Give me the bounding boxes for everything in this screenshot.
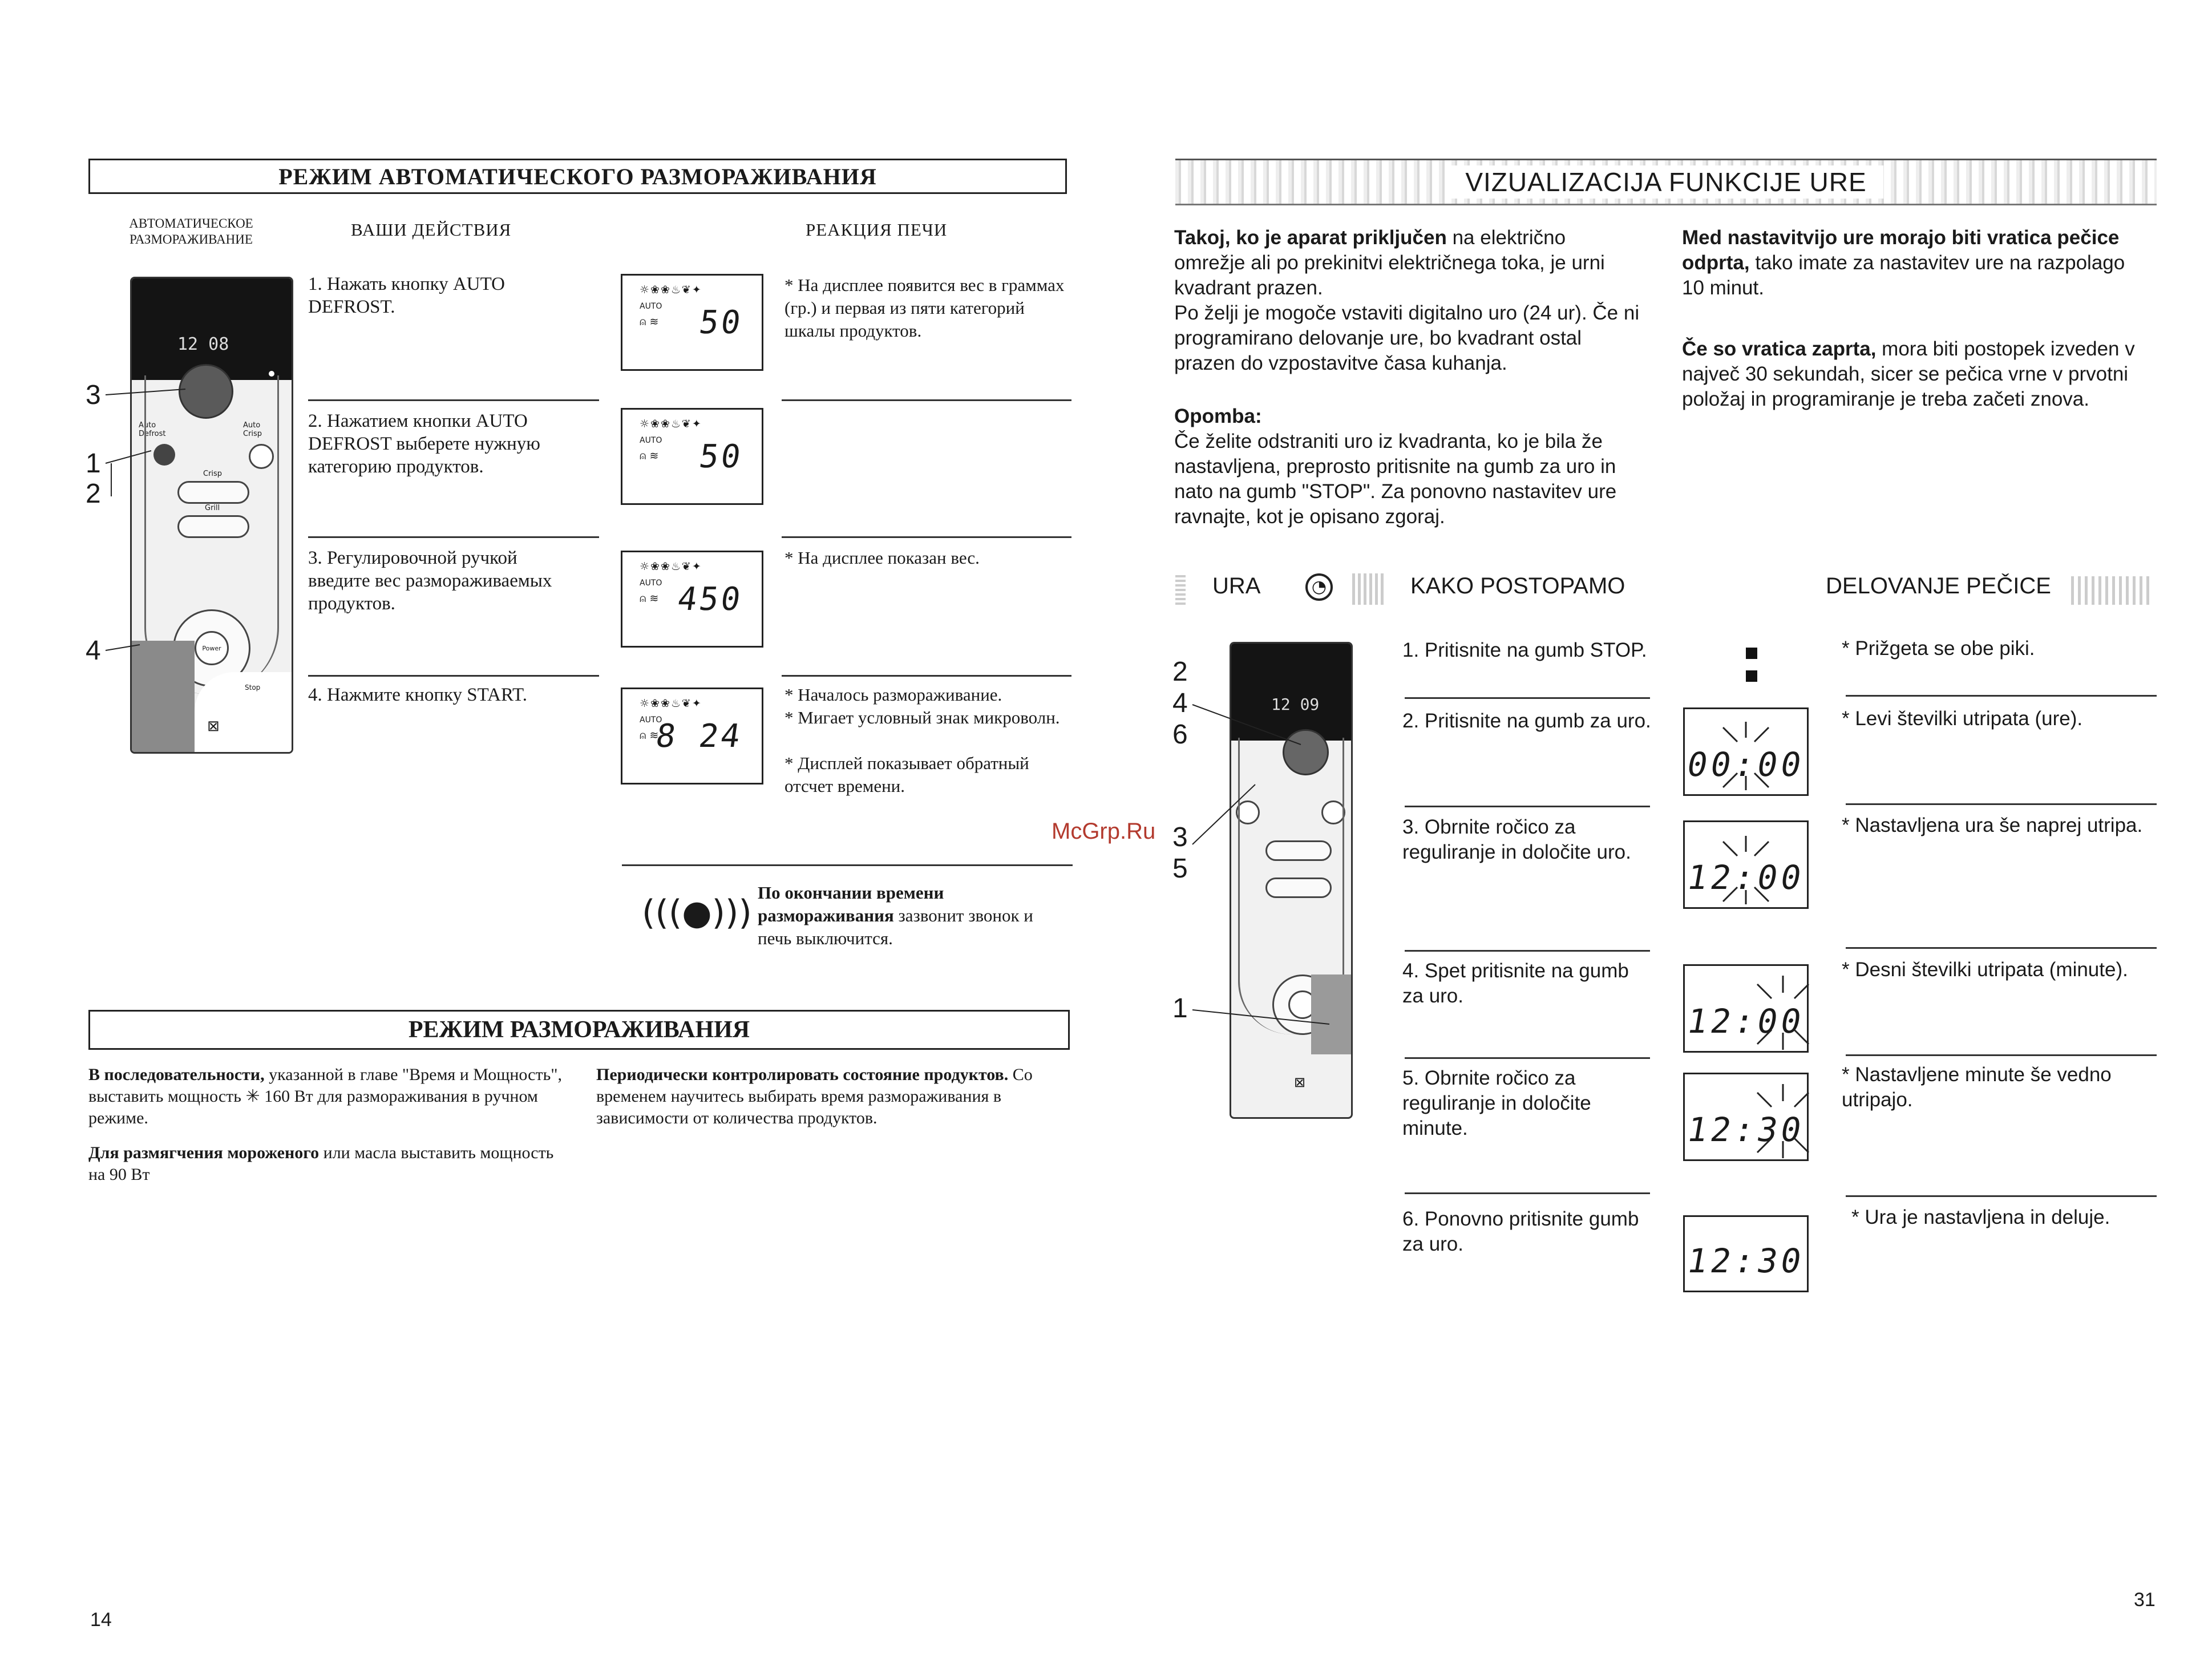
column-label-auto-defrost: АВТОМАТИЧЕСКОЕ РАЗМОРАЖИВАНИЕ	[129, 216, 253, 246]
sl-step-1: 1. Pritisnite na gumb STOP.	[1402, 639, 1647, 661]
divider	[1405, 1057, 1650, 1059]
bell-ring-icon: (((●)))	[642, 893, 752, 933]
divider	[308, 536, 599, 538]
blink-rays-icon	[1740, 970, 1826, 1056]
divider	[782, 399, 1071, 401]
response-4c: * Дисплей показывает обратный отсчет времени.	[784, 753, 1029, 796]
snowflake-icon: ✳	[245, 1087, 260, 1106]
result-1: * Prižgeta se obe piki.	[1842, 637, 2035, 660]
page-number-left: 14	[90, 1609, 112, 1631]
ru-section-title: РЕЖИМ АВТОМАТИЧЕСКОГО РАЗМОРАЖИВАНИЯ	[88, 159, 1067, 194]
watermark: McGrp.Ru	[1052, 819, 1156, 844]
sect-kako: KAKO POSTOPAMO	[1410, 573, 1625, 599]
label-stop: Stop	[245, 684, 261, 692]
divider	[308, 675, 599, 677]
sl-section-title-bar	[1175, 159, 2157, 205]
display-mode-icons: ⍝ ≋	[640, 450, 659, 462]
divider	[1405, 697, 1650, 699]
sl-step-3: 3. Obrnite ročico za reguliranje in določite uro.	[1402, 816, 1631, 863]
door-rest: tako imate za nastavitev ure na razpolago 10 minut.	[1682, 252, 2125, 299]
sect-ura: URA	[1212, 573, 1261, 599]
divider	[622, 864, 1073, 866]
manual-defrost-text	[88, 1064, 568, 1129]
display-step-1	[621, 274, 763, 371]
closed-bold: Če so vratica zaprta,	[1682, 338, 1877, 360]
dot-upper	[1746, 648, 1757, 659]
display-step-3	[621, 551, 763, 648]
divider	[1846, 1195, 2157, 1197]
texture-mark	[1175, 573, 1186, 605]
texture-mark	[1352, 573, 1386, 605]
callout-5: 5	[1172, 854, 1188, 884]
ru-step-1: 1. Нажать кнопку AUTO DEFROST.	[308, 274, 506, 317]
panel-clock: 12 08	[177, 334, 229, 354]
soften-text	[88, 1142, 568, 1186]
label-auto-crisp: Auto Crisp	[243, 421, 262, 438]
divider	[1405, 1192, 1650, 1194]
callout-3: 3	[86, 380, 101, 410]
response-1: * На дисплее появится вес в граммах (гр.) и первая из пяти категорий шкалы продуктов.	[784, 275, 1065, 341]
note-text: Če želite odstraniti uro iz kvadranta, ko je bila že nastavljena, preprosto pritisnite na gumb za uro in nato na gumb "STOP". Za ponovno nastavitev ure ravnajte, kot je opisano zgoraj.	[1174, 430, 1617, 528]
soften-rest: или масла выставить мощность на 90 Вт	[88, 1143, 554, 1184]
door-open-text	[1682, 225, 2150, 301]
ru-section-title-2: РЕЖИМ РАЗМОРАЖИВАНИЯ	[88, 1010, 1070, 1050]
door-closed-text	[1682, 337, 2150, 412]
callout-1: 1	[86, 448, 101, 479]
clock-icon: ◔	[1305, 573, 1333, 601]
divider	[1846, 803, 2157, 805]
display-icons: ☼❀❀♨❦✦	[640, 284, 702, 296]
callout-4: 4	[86, 636, 101, 666]
display-icons: ☼❀❀♨❦✦	[640, 560, 702, 573]
display-icons: ☼❀❀♨❦✦	[640, 418, 702, 430]
divider	[1405, 950, 1650, 952]
page-number-right: 31	[2134, 1589, 2156, 1611]
ru-step-4: 4. Нажмите кнопку START.	[308, 685, 527, 705]
sl-step-4: 4. Spet pritisnite na gumb za uro.	[1402, 960, 1629, 1007]
result-3: * Nastavljena ura še naprej utripa.	[1842, 814, 2143, 836]
sl-section-title: VIZUALIZACIJA FUNKCIJE URE	[1448, 165, 1883, 199]
manual-bold: В последовательности,	[88, 1065, 265, 1084]
display-digits: 50	[696, 304, 745, 341]
divider	[1405, 806, 1650, 807]
divider	[308, 399, 599, 401]
intro-text	[1174, 225, 1642, 376]
callout-4: 4	[1172, 688, 1188, 718]
callout-3: 3	[1172, 822, 1188, 852]
display-digits: 8 24	[653, 718, 745, 755]
display-mode-icons: ⍝ ≋	[640, 316, 659, 328]
ru-step-2: 2. Нажатием кнопки AUTO DEFROST выберете нужную категорию продуктов.	[308, 411, 540, 477]
display-auto-label: AUTO	[640, 579, 662, 588]
clock-digits: 12:30	[1684, 1242, 1808, 1280]
column-label-actions: ВАШИ ДЕЙСТВИЯ	[351, 220, 512, 240]
display-mode-icons: ⍝ ≋	[640, 592, 659, 605]
sl-step-6: 6. Ponovno pritisnite gumb za uro.	[1402, 1208, 1639, 1255]
label-crisp: Crisp	[203, 470, 223, 478]
result-4: * Desni številki utripata (minute).	[1842, 959, 2128, 981]
divider	[1846, 947, 2157, 949]
ru-step-3: 3. Регулировочной ручкой введите вес размораживаемых продуктов.	[308, 548, 552, 614]
divider	[1846, 1054, 2157, 1056]
divider	[782, 675, 1071, 677]
callout-2: 2	[86, 479, 101, 509]
display-step-2	[621, 408, 763, 505]
display-step-4	[621, 688, 763, 785]
door-bold: Med nastavitvijo ure morajo biti vratica pečice odprta,	[1682, 227, 2120, 274]
callout-1: 1	[1172, 993, 1188, 1024]
result-5: * Nastavljene minute še vedno utripajo.	[1842, 1063, 2112, 1111]
stop-icon[interactable]: ⊠	[207, 718, 220, 735]
blink-rays-icon	[1706, 716, 1792, 796]
result-6: * Ura je nastavljena in deluje.	[1851, 1206, 2110, 1228]
clock-display-6	[1683, 1215, 1809, 1292]
result-2: * Levi številki utripata (ure).	[1842, 707, 2083, 730]
callout-6: 6	[1172, 719, 1188, 750]
stop-area	[195, 672, 292, 752]
end-note	[758, 881, 1054, 950]
clock-digits: 12:00	[1684, 1002, 1808, 1041]
note-title: Opomba:	[1174, 405, 1262, 427]
closed-rest: mora biti postopek izveden v največ 30 sekundah, sicer se pečica vrne v prvotni položaj in programiranje je treba začeti znova.	[1682, 338, 2135, 410]
manual-text-a: указанной в главе "Время и Мощность", выставить мощность	[88, 1065, 562, 1106]
callout-lines-right	[1187, 702, 1381, 1044]
divider	[1846, 695, 2157, 697]
divider	[782, 536, 1071, 538]
display-digits: 50	[696, 438, 745, 475]
callout-lines	[100, 365, 214, 662]
periodic-text	[596, 1064, 1053, 1129]
stop-icon[interactable]: ⊠	[1294, 1074, 1306, 1090]
sl-step-2: 2. Pritisnite na gumb za uro.	[1402, 710, 1651, 732]
display-auto-label: AUTO	[640, 715, 662, 725]
end-note-rest: зазвонит звонок и печь выключится.	[758, 905, 1033, 948]
display-icons: ☼❀❀♨❦✦	[640, 697, 702, 710]
blink-rays-icon	[1740, 1078, 1826, 1164]
display-auto-label: AUTO	[640, 302, 662, 311]
display-mode-icons: ⍝ ≋	[640, 729, 659, 742]
periodic-bold: Периодически контролировать состояние продуктов.	[596, 1065, 1009, 1084]
note-block	[1174, 404, 1642, 529]
periodic-rest: Со временем научитесь выбирать время размораживания в зависимости от количества продуктов.	[596, 1065, 1033, 1127]
dot-lower	[1746, 670, 1757, 682]
clock-digits: 12:00	[1684, 858, 1808, 897]
callout-2: 2	[1172, 657, 1188, 687]
response-4a: * Началось размораживание.	[784, 685, 1002, 705]
power-button[interactable]: Power	[195, 631, 229, 665]
sl-step-5: 5. Obrnite ročico za reguliranje in določite minute.	[1402, 1067, 1591, 1139]
label-grill: Grill	[205, 504, 220, 512]
clock-digits: 00:00	[1684, 745, 1808, 784]
response-4b: * Мигает условный знак микроволн.	[784, 707, 1060, 727]
blink-rays-icon	[1706, 830, 1792, 910]
label-auto-defrost: Auto Defrost	[139, 421, 166, 438]
clock-digits: 12:30	[1684, 1110, 1808, 1149]
display-digits: 450	[675, 581, 745, 618]
column-label-response: РЕАКЦИЯ ПЕЧИ	[806, 220, 948, 240]
panel-clock: 12 09	[1271, 695, 1320, 714]
manual-text-b: 160 Вт для размораживания в ручном режиме.	[88, 1087, 538, 1127]
display-auto-label: AUTO	[640, 436, 662, 445]
response-3: * На дисплее показан вес.	[784, 548, 980, 568]
intro-rest: na električno omrežje ali po prekinitvi električnega toka, je urni kvadrant prazen.	[1174, 227, 1605, 299]
intro-bold: Takoj, ko je aparat priključen	[1174, 227, 1447, 249]
sect-delovanje: DELOVANJE PEČICE	[1826, 573, 2051, 599]
texture-mark	[2071, 576, 2151, 605]
end-note-bold: По окончании времени размораживания	[758, 883, 944, 925]
soften-bold: Для размягчения мороженого	[88, 1143, 320, 1162]
intro-2: Po želji je mogoče vstaviti digitalno uro (24 ur). Če ni programirano delovanje ure, bo kvadrant ostal prazen do vzpostavitve časa kuhanja.	[1174, 302, 1640, 374]
